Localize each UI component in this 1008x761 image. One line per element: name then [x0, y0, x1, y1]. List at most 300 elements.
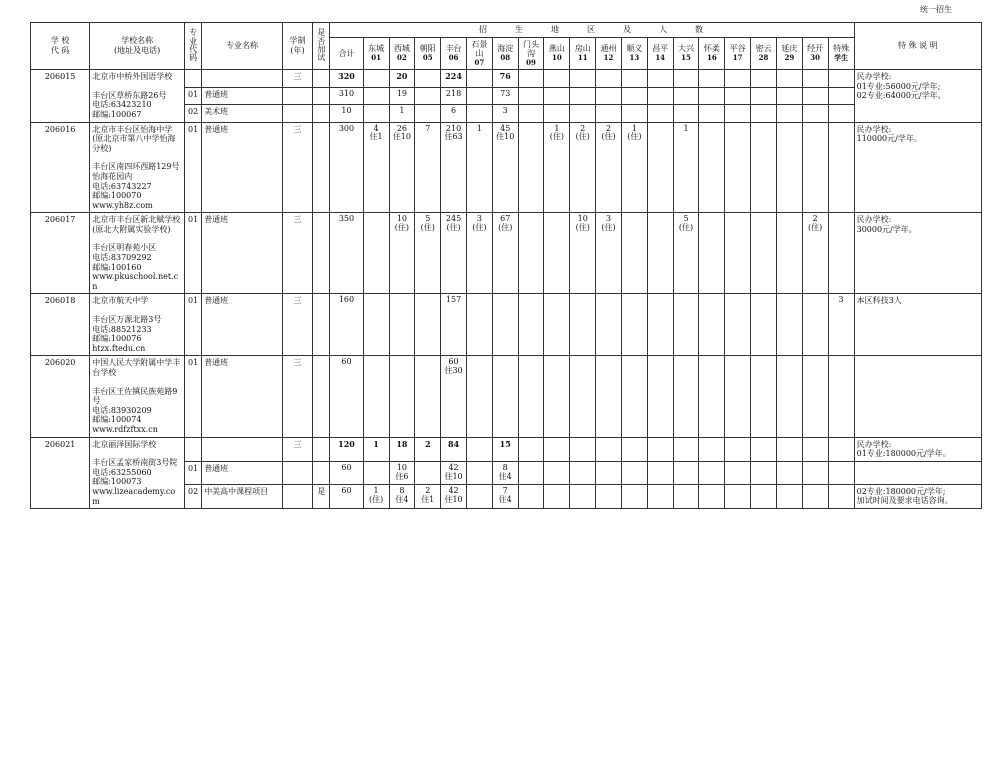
- quota-cell: [647, 87, 673, 104]
- duration: [282, 87, 312, 104]
- school-name: 北京市中桥外国语学校: [92, 72, 173, 82]
- extra-test: [313, 294, 330, 356]
- quota-cell: [828, 356, 854, 437]
- region-code: 12: [603, 52, 614, 62]
- region-name: 东城: [368, 44, 385, 54]
- quota-cell: [415, 294, 441, 356]
- quota-cell: 42 住10: [441, 484, 467, 508]
- quota-cell: 18: [389, 437, 415, 461]
- school-address-line: www.lizeacademy.com: [92, 486, 176, 506]
- special-notes: [854, 461, 981, 484]
- quota-cell: [570, 356, 596, 437]
- quota-cell: [570, 70, 596, 87]
- quota-cell: 1 (住): [363, 484, 389, 508]
- quota-cell: [596, 294, 622, 356]
- quota-cell: 84: [441, 437, 467, 461]
- region-header-cell: [776, 37, 802, 70]
- quota-cell: 1: [389, 105, 415, 122]
- header-major-name: 专业名称: [202, 23, 283, 70]
- quota-cell: [699, 356, 725, 437]
- region-name: 门头沟: [523, 39, 540, 59]
- quota-cell: [363, 70, 389, 87]
- duration: 三: [282, 122, 312, 213]
- school-address-line: 丰台区孟家桥南街3号院: [92, 458, 178, 468]
- school-code: 206017: [31, 213, 90, 294]
- quota-cell: [828, 122, 854, 213]
- region-name: 丰台: [445, 44, 462, 54]
- school-name: 中国人民大学附属中学丰台学校: [92, 358, 181, 378]
- quota-cell: 6: [441, 105, 467, 122]
- quota-cell: 3: [828, 294, 854, 356]
- quota-cell: 10 (住): [570, 213, 596, 294]
- school-address-line: 丰台区王佐镇民族苑路9号: [92, 386, 178, 406]
- region-name: 平谷: [729, 44, 746, 54]
- region-header-cell: [596, 37, 622, 70]
- header-major-code: 专 业 代 码: [184, 23, 201, 70]
- quota-cell: 67 (住): [492, 213, 518, 294]
- school-code: 206015: [31, 70, 90, 122]
- school-code: 206018: [31, 294, 90, 356]
- quota-cell: [363, 294, 389, 356]
- quota-cell: [647, 356, 673, 437]
- header-duration: 学制 (年): [282, 23, 312, 70]
- major-code: 02: [184, 105, 201, 122]
- quota-cell: [544, 437, 570, 461]
- table-row: [31, 294, 982, 356]
- region-name: 燕山: [548, 44, 565, 54]
- quota-cell: [596, 70, 622, 87]
- quota-cell: [699, 122, 725, 213]
- region-name: 石景山: [471, 39, 488, 59]
- extra-test: [313, 105, 330, 122]
- region-name: 经开: [807, 44, 824, 54]
- region-name: 特殊: [833, 44, 850, 54]
- quota-cell: 10: [330, 105, 363, 122]
- quota-cell: [751, 461, 777, 484]
- note-line: 01专业:56000元/学年;: [856, 81, 941, 91]
- quota-cell: 120: [330, 437, 363, 461]
- school-address-line: 邮编:100070: [92, 191, 142, 201]
- quota-cell: [802, 105, 828, 122]
- quota-cell: [544, 356, 570, 437]
- quota-cell: [699, 437, 725, 461]
- quota-cell: [673, 70, 699, 87]
- school-code: 206020: [31, 356, 90, 437]
- quota-cell: 3: [492, 105, 518, 122]
- quota-cell: 20: [389, 70, 415, 87]
- quota-cell: 320: [330, 70, 363, 87]
- quota-cell: [544, 484, 570, 508]
- quota-cell: [699, 461, 725, 484]
- corner-label: 统一招生: [920, 5, 952, 14]
- special-notes: [854, 484, 981, 508]
- quota-cell: [725, 437, 751, 461]
- note-line: 02专业:64000元/学年。: [856, 91, 946, 101]
- school-address-line: 电话:88521233: [92, 324, 152, 334]
- region-code: 09: [526, 57, 536, 67]
- region-code: 01: [371, 52, 381, 62]
- special-notes: [854, 294, 981, 356]
- quota-cell: 15: [492, 437, 518, 461]
- special-notes: [854, 70, 981, 122]
- school-address-line: 邮编:100067: [92, 109, 142, 119]
- quota-cell: [518, 294, 544, 356]
- quota-cell: [621, 437, 647, 461]
- quota-cell: 245 (住): [441, 213, 467, 294]
- table-row: [31, 122, 982, 213]
- quota-cell: 60: [330, 461, 363, 484]
- major-name: [202, 437, 283, 461]
- quota-cell: 157: [441, 294, 467, 356]
- table-body: [31, 70, 982, 509]
- school-info: [90, 213, 185, 294]
- quota-cell: 26 住10: [389, 122, 415, 213]
- quota-cell: [673, 87, 699, 104]
- quota-cell: [673, 294, 699, 356]
- quota-cell: [518, 484, 544, 508]
- school-info: [90, 356, 185, 437]
- major-code: 01: [184, 87, 201, 104]
- extra-test: [313, 213, 330, 294]
- major-code: [184, 70, 201, 87]
- school-info: [90, 437, 185, 509]
- quota-cell: 210 住63: [441, 122, 467, 213]
- quota-cell: [725, 70, 751, 87]
- quota-cell: [466, 484, 492, 508]
- header-school-code: 学 校 代 码: [31, 23, 90, 70]
- quota-cell: [389, 356, 415, 437]
- quota-cell: [570, 105, 596, 122]
- quota-cell: 1: [466, 122, 492, 213]
- major-name: 美术班: [202, 105, 283, 122]
- region-header-cell: [415, 37, 441, 70]
- quota-cell: 8 住4: [389, 484, 415, 508]
- quota-cell: 1: [673, 122, 699, 213]
- quota-cell: 73: [492, 87, 518, 104]
- quota-cell: 3 (住): [466, 213, 492, 294]
- quota-cell: [725, 105, 751, 122]
- quota-cell: 2 (住): [802, 213, 828, 294]
- region-name: 怀柔: [703, 44, 720, 54]
- quota-cell: [776, 105, 802, 122]
- region-name: 密云: [755, 44, 772, 54]
- quota-cell: [466, 87, 492, 104]
- quota-cell: 1 (住): [621, 122, 647, 213]
- major-code: 01: [184, 294, 201, 356]
- note-line: 30000元/学年。: [856, 224, 917, 234]
- school-address-line: 丰台区明春苑小区: [92, 243, 157, 253]
- quota-cell: [725, 461, 751, 484]
- duration: 三: [282, 294, 312, 356]
- quota-cell: [544, 87, 570, 104]
- region-header-cell: [699, 37, 725, 70]
- quota-cell: [751, 294, 777, 356]
- duration: [282, 105, 312, 122]
- region-code: 14: [655, 52, 666, 62]
- quota-cell: [596, 461, 622, 484]
- quota-cell: [699, 484, 725, 508]
- quota-cell: [725, 484, 751, 508]
- region-name: 西城: [393, 44, 410, 54]
- school-address-line: www.pkuschool.net.cn: [92, 272, 179, 291]
- school-info: [90, 122, 185, 213]
- quota-cell: 1: [363, 437, 389, 461]
- quota-cell: [466, 70, 492, 87]
- quota-cell: [776, 213, 802, 294]
- region-code: 08: [500, 52, 511, 62]
- special-notes: [854, 122, 981, 213]
- duration: 三: [282, 213, 312, 294]
- region-header-cell: [621, 37, 647, 70]
- quota-cell: [699, 294, 725, 356]
- extra-test: [313, 122, 330, 213]
- major-name: 普通班: [202, 294, 283, 356]
- spacer: [92, 306, 182, 315]
- region-header-cell: [330, 37, 363, 70]
- quota-cell: [725, 87, 751, 104]
- quota-cell: [673, 437, 699, 461]
- region-code: 10: [552, 52, 562, 62]
- quota-cell: 19: [389, 87, 415, 104]
- quota-cell: [673, 356, 699, 437]
- quota-cell: [828, 87, 854, 104]
- quota-cell: 5 (住): [673, 213, 699, 294]
- school-address-line: 邮编:100076: [92, 334, 142, 344]
- quota-cell: 160: [330, 294, 363, 356]
- region-header-cell: [673, 37, 699, 70]
- region-code: 06: [448, 52, 459, 62]
- quota-cell: [802, 87, 828, 104]
- quota-cell: [363, 105, 389, 122]
- quota-cell: [776, 461, 802, 484]
- school-address-line: 丰台区万源北路3号: [92, 315, 162, 325]
- quota-cell: [828, 484, 854, 508]
- region-header-cell: [725, 37, 751, 70]
- major-code: 01: [184, 122, 201, 213]
- school-name: 北京市丰台区怡海中学(原北京市第八中学怡海分校): [92, 124, 176, 153]
- major-code: [184, 437, 201, 461]
- quota-cell: 218: [441, 87, 467, 104]
- school-code: 206021: [31, 437, 90, 509]
- duration: [282, 484, 312, 508]
- quota-cell: [596, 356, 622, 437]
- quota-cell: [776, 70, 802, 87]
- quota-cell: [621, 87, 647, 104]
- quota-cell: [776, 87, 802, 104]
- region-name: 房山: [574, 44, 591, 54]
- region-header-cell: [389, 37, 415, 70]
- quota-cell: [389, 294, 415, 356]
- quota-cell: [466, 356, 492, 437]
- note-line: 加试时间及要求电话咨询。: [856, 496, 953, 506]
- quota-cell: [570, 87, 596, 104]
- note-line: 本区科技3人: [856, 296, 902, 306]
- quota-cell: [466, 461, 492, 484]
- region-header-cell: [828, 37, 854, 70]
- quota-cell: [751, 213, 777, 294]
- school-code: 206016: [31, 122, 90, 213]
- quota-cell: [802, 122, 828, 213]
- region-name: 海淀: [497, 44, 514, 54]
- quota-cell: [647, 122, 673, 213]
- quota-cell: [518, 70, 544, 87]
- quota-cell: [725, 122, 751, 213]
- quota-cell: [725, 213, 751, 294]
- major-code: 02: [184, 484, 201, 508]
- quota-cell: [518, 122, 544, 213]
- quota-cell: [570, 461, 596, 484]
- region-header-cell: [802, 37, 828, 70]
- region-code: 11: [577, 52, 588, 62]
- quota-cell: [518, 105, 544, 122]
- region-code: 16: [706, 52, 717, 62]
- quota-cell: [828, 105, 854, 122]
- quota-cell: [751, 437, 777, 461]
- extra-test: [313, 87, 330, 104]
- quota-cell: [802, 294, 828, 356]
- note-line: 民办学校:: [856, 124, 892, 134]
- quota-cell: [492, 294, 518, 356]
- quota-cell: [466, 294, 492, 356]
- region-header-cell: [441, 37, 467, 70]
- quota-cell: [802, 356, 828, 437]
- extra-test: 是: [313, 484, 330, 508]
- quota-cell: [363, 213, 389, 294]
- quota-cell: [518, 87, 544, 104]
- note-line: 110000元/学年。: [856, 134, 922, 144]
- spacer: [92, 449, 182, 458]
- school-address-line: 电话:63423210: [92, 100, 152, 110]
- region-name: 延庆: [781, 44, 798, 54]
- quota-cell: [518, 213, 544, 294]
- quota-cell: [647, 294, 673, 356]
- special-notes: [854, 213, 981, 294]
- extra-test: [313, 70, 330, 87]
- major-code: 01: [184, 213, 201, 294]
- quota-cell: [776, 437, 802, 461]
- quota-cell: [415, 87, 441, 104]
- quota-cell: [673, 105, 699, 122]
- quota-cell: [647, 213, 673, 294]
- region-code: 29: [784, 52, 795, 62]
- quota-cell: [596, 437, 622, 461]
- region-name: 合计: [338, 48, 355, 58]
- region-header-cell: [751, 37, 777, 70]
- special-notes: [854, 356, 981, 437]
- table-header: [31, 23, 982, 70]
- note-line: 民办学校:: [856, 215, 892, 225]
- duration: 三: [282, 70, 312, 87]
- quota-cell: [621, 213, 647, 294]
- extra-test: [313, 437, 330, 461]
- quota-cell: [751, 87, 777, 104]
- quota-cell: 4 住1: [363, 122, 389, 213]
- quota-cell: [363, 356, 389, 437]
- quota-cell: 7: [415, 122, 441, 213]
- quota-cell: [570, 294, 596, 356]
- quota-cell: [802, 484, 828, 508]
- quota-cell: [647, 105, 673, 122]
- quota-cell: [492, 356, 518, 437]
- region-code: 15: [681, 52, 691, 62]
- region-name: 大兴: [678, 44, 695, 54]
- major-name: 中美高中课程项目: [202, 484, 283, 508]
- quota-cell: [518, 356, 544, 437]
- header-school-name: 学校名称 (地址及电话): [90, 23, 185, 70]
- quota-cell: [466, 105, 492, 122]
- quota-cell: 224: [441, 70, 467, 87]
- quota-cell: 310: [330, 87, 363, 104]
- extra-test: [313, 356, 330, 437]
- school-address-line: 邮编:100073: [92, 477, 142, 487]
- region-name: 通州: [600, 44, 617, 54]
- spacer: [92, 378, 182, 387]
- quota-cell: 3 (住): [596, 213, 622, 294]
- quota-cell: 60: [330, 484, 363, 508]
- quota-cell: [363, 87, 389, 104]
- note-line: 民办学校:: [856, 72, 892, 82]
- quota-cell: 42 住10: [441, 461, 467, 484]
- quota-cell: [828, 70, 854, 87]
- major-name: [202, 70, 283, 87]
- region-code: 30: [810, 52, 821, 62]
- quota-cell: [544, 461, 570, 484]
- quota-cell: [518, 437, 544, 461]
- special-notes: [854, 437, 981, 461]
- header-region-title: 招生地区及人数: [330, 23, 854, 38]
- quota-cell: [776, 484, 802, 508]
- quota-cell: [570, 437, 596, 461]
- region-code: 07: [474, 57, 485, 67]
- quota-cell: [776, 122, 802, 213]
- quota-cell: [415, 105, 441, 122]
- quota-cell: [751, 105, 777, 122]
- quota-cell: [699, 213, 725, 294]
- quota-cell: [415, 70, 441, 87]
- school-address-line: www.yh8z.com: [92, 200, 153, 210]
- region-name: 昌平: [652, 44, 669, 54]
- school-address-line: htzx.ftedu.cn: [92, 343, 146, 353]
- quota-cell: 5 (住): [415, 213, 441, 294]
- table-row: [31, 437, 982, 461]
- quota-cell: [596, 87, 622, 104]
- quota-cell: [621, 461, 647, 484]
- region-code: 13: [629, 52, 640, 62]
- quota-cell: [596, 105, 622, 122]
- quota-cell: [828, 461, 854, 484]
- quota-cell: 350: [330, 213, 363, 294]
- table-row: [31, 356, 982, 437]
- school-address-line: www.rdfzftxx.cn: [92, 424, 158, 434]
- duration: 三: [282, 437, 312, 461]
- quota-cell: [647, 484, 673, 508]
- extra-test: [313, 461, 330, 484]
- quota-cell: [544, 105, 570, 122]
- region-code: 05: [422, 52, 433, 62]
- quota-cell: [570, 484, 596, 508]
- quota-cell: 76: [492, 70, 518, 87]
- quota-cell: [596, 484, 622, 508]
- region-header-cell: [518, 37, 544, 70]
- quota-cell: 2 (住): [596, 122, 622, 213]
- school-address-line: 邮编:100160: [92, 262, 142, 272]
- quota-cell: [751, 356, 777, 437]
- enrollment-table: [30, 22, 982, 509]
- major-name: 普通班: [202, 461, 283, 484]
- quota-cell: 2: [415, 437, 441, 461]
- quota-cell: [544, 213, 570, 294]
- duration: 三: [282, 356, 312, 437]
